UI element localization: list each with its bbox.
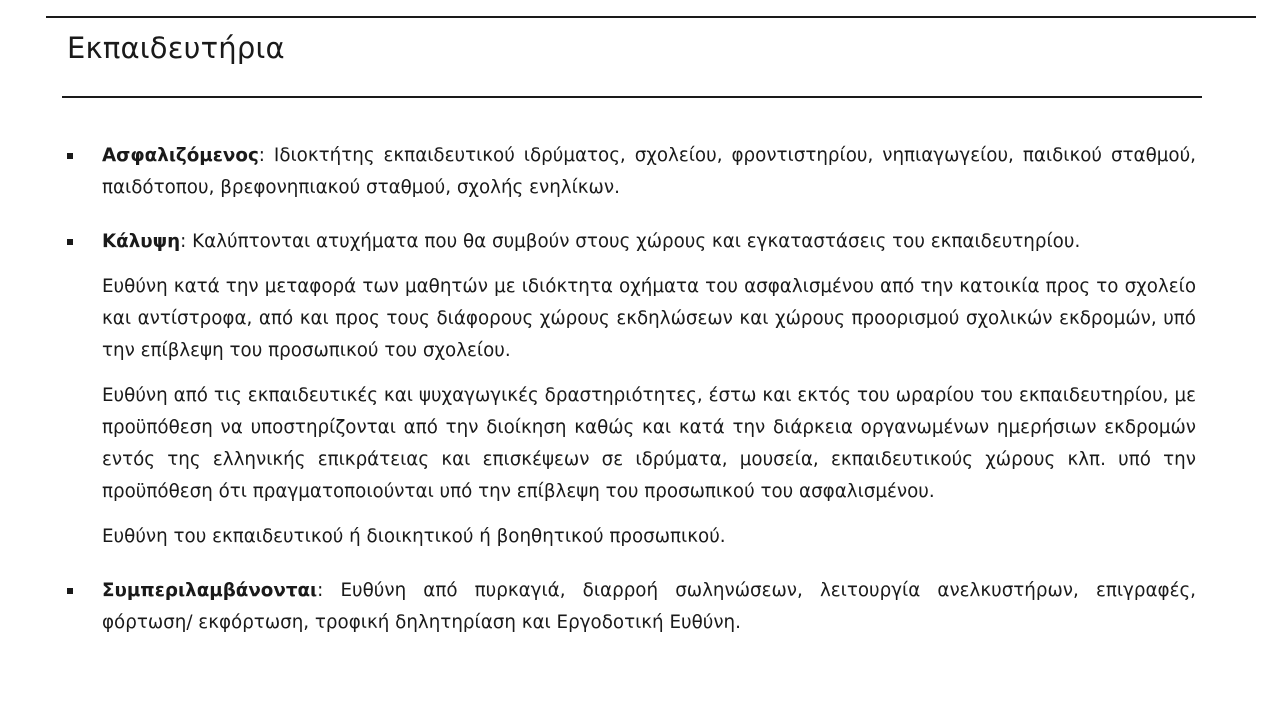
list-item-insured [102, 140, 1196, 204]
item-term: Κάλυψη [102, 231, 181, 252]
item-paragraph [102, 140, 1196, 204]
document-body [102, 140, 1196, 639]
item-separator: : [258, 145, 265, 166]
coverage-transport-paragraph: Ευθύνη κατά την μεταφορά των μαθητών με ιδιόκτητα οχήματα του ασφαλισμένου από την κατοικία προς το σχολείο και αντίστροφα, από και προς τους διάφορους χώρους εκδηλώσεων και χώρους προορισμού σχολικών εκδρομών, υπό την επίβλεψη του προσωπικού του σχολείου. [102, 276, 1196, 361]
item-paragraph [102, 226, 1196, 258]
item-term: Συμπεριλαμβάνονται [102, 580, 318, 601]
coverage-staff-paragraph: Ευθύνη του εκπαιδευτικού ή διοικητικού ή βοηθητικού προσωπικού. [102, 526, 726, 547]
item-text: Ευθύνη από πυρκαγιά, διαρροή σωληνώσεων, λειτουργία ανελκυστήρων, επιγραφές, φόρτωση/ εκφόρτωση, τροφική δηλητηρίαση και Εργοδοτική Ευθύνη. [102, 580, 1196, 633]
item-text: Καλύπτονται ατυχήματα που θα συμβούν στους χώρους και εγκαταστάσεις του εκπαιδευτηρίου. [186, 231, 1081, 252]
page-title: Εκπαιδευτήρια [67, 31, 285, 65]
item-term: Ασφαλιζόμενος [102, 145, 259, 166]
item-text: Ιδιοκτήτης εκπαιδευτικού ιδρύματος, σχολείου, φροντιστηρίου, νηπιαγωγείου, παιδικού σταθμού, παιδότοπου, βρεφονηπιακού σταθμού, σχολής ενηλίκων. [102, 145, 1196, 198]
item-separator: : [180, 231, 187, 252]
title-underline [62, 96, 1202, 98]
list-item-coverage [102, 226, 1196, 553]
list-item-included [102, 575, 1196, 639]
bullet-icon [67, 153, 73, 159]
bullet-icon [67, 239, 73, 245]
bullet-icon [67, 588, 73, 594]
item-paragraph [102, 575, 1196, 639]
item-separator: : [317, 580, 324, 601]
coverage-activities-paragraph: Ευθύνη από τις εκπαιδευτικές και ψυχαγωγικές δραστηριότητες, έστω και εκτός του ωραρίου του εκπαιδευτηρίου, με προϋπόθεση να υποστηρίζονται από την διοίκηση καθώς και κατά την διάρκεια οργανωμένων ημερήσιων εκδρομών εντός της ελληνικής επικράτειας και επισκέψεων σε ιδρύματα, μουσεία, εκπαιδευτικούς χώρους κλπ. υπό την προϋπόθεση ότι πραγματοποιούνται υπό την επίβλεψη του προσωπικού του ασφαλισμένου. [102, 385, 1196, 502]
top-rule [46, 16, 1256, 18]
